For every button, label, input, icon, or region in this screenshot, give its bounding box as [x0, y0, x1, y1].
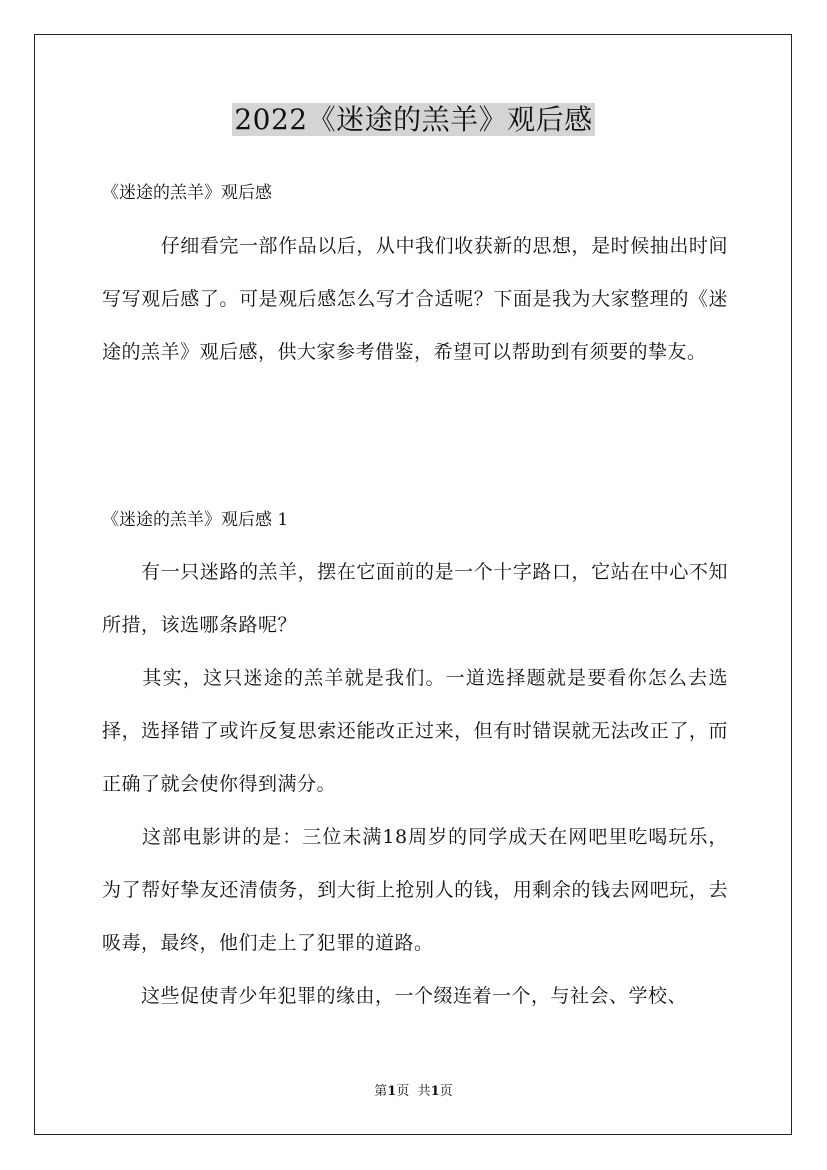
- footer-total-prefix: 共: [417, 1084, 431, 1099]
- body-paragraph-2: 其实，这只迷途的羔羊就是我们。一道选择题就是要看你怎么去选择，选择错了或许反复思索还能改正过来，但有时错误就无法改正了，而正确了就会使你得到满分。: [102, 667, 728, 795]
- section-heading: 《迷途的羔羊》观后感 1: [102, 510, 289, 530]
- body-paragraph-1: 有一只迷路的羔羊，摆在它面前的是一个十字路口，它站在中心不知所措，该选哪条路呢？: [102, 561, 728, 636]
- document-title: 2022《迷途的羔羊》观后感: [234, 103, 593, 136]
- body-paragraph-4: 这些促使青少年犯罪的缘由，一个缀连着一个，与社会、学校、: [102, 985, 688, 1007]
- footer-total-suffix: 页: [439, 1084, 453, 1099]
- intro-paragraph: 仔细看完一部作品以后，从中我们收获新的思想，是时候抽出时间写写观后感了。可是观后感怎么写才合适呢？下面是我为大家整理的《迷途的羔羊》观后感，供大家参考借鉴，希望可以帮助到有须要的挚友。: [102, 235, 728, 363]
- footer-page-prefix: 第: [374, 1084, 388, 1099]
- footer-total-number: 1: [430, 1084, 440, 1099]
- document-title-block: [0, 100, 827, 140]
- footer-page-number: 1: [387, 1084, 397, 1099]
- document-subtitle: 《迷途的羔羊》观后感: [102, 183, 272, 203]
- body-paragraph-3: 这部电影讲的是：三位未满18周岁的同学成天在网吧里吃喝玩乐，为了帮好挚友还清债务，到大街上抢别人的钱，用剩余的钱去网吧玩，去吸毒，最终，他们走上了犯罪的道路。: [102, 826, 728, 954]
- page-footer: [0, 1083, 827, 1101]
- footer-page-suffix: 页: [396, 1084, 410, 1099]
